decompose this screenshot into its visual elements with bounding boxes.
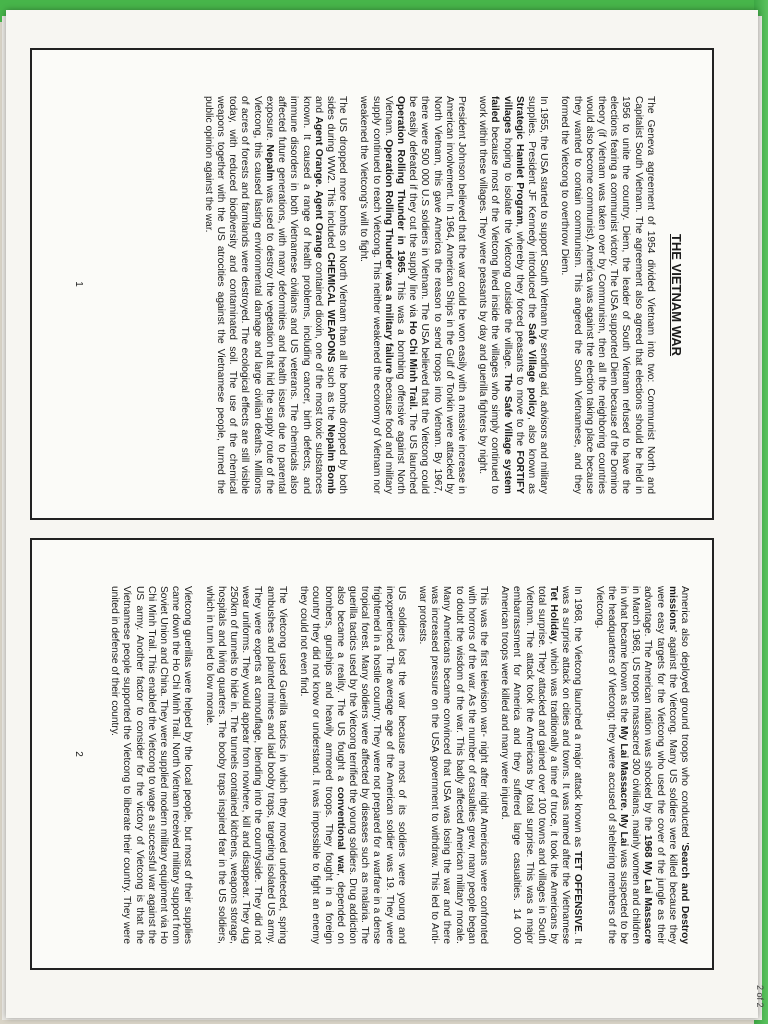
bold-term: TET OFFENSIVE [572, 851, 584, 932]
text-run: President Johnson believed that the war could be won easily with a massive increase in American involvement. In 1964, American Ships in the Gulf of Tonkin were attacked by North Vietnam, this gave America the reason to send troops into Vietnam. By 1967, there were 500 000 U.S soldiers in Vietnam. The USA believed that the Vietcong could be easily defeated if they cut the supply line via [407, 96, 467, 494]
paragraph [476, 96, 549, 494]
bold-term: Search and Destroy missions [666, 586, 690, 944]
text-run: The US dropped more bombs on North Vietnam than all the bombs dropped by both sides during WW2. This included [324, 96, 349, 494]
text-run: America also deployed ground troops who conducted ' [679, 586, 690, 845]
text-run: The Vietcong used Guerilla tactics in which they moved undetected, spring ambushes and planted mines and laid booby traps, targeting isolated US army. They were experts at camouflage, blending into the countryside. They did not wear uniforms. They would appear from nowhere, kill and disappear. They dug 250km of tunnels to hide in. The tunnels contained kitchens, weapons storage, hospitals and living quarters. The booby traps inspired fear in the US soldiers, which in turn led to low morale. [203, 586, 288, 944]
bold-term: Safe Village policy [525, 323, 537, 417]
bold-term: Ho Chi Minh Trail. [407, 321, 419, 410]
bold-term: Nepalm Bomb [324, 424, 336, 494]
bold-term: Operation Rolling Thunder was a military failure [382, 139, 394, 374]
text-run: In 1968, the Vietcong launched a major attack known as [572, 586, 584, 852]
text-run: and [312, 96, 324, 117]
text-run: . It was a surprise attack on cities and towns. It was named after the Vietnamese [560, 586, 584, 944]
text-run: In 1955, the USA started to support South Vietnam by sending aid, advisors and military supplies. President JF Kennedy introduced the [525, 96, 550, 494]
document-page-2 [30, 538, 714, 970]
text-run: . This was a bombing offensive against North Vietnam. [382, 96, 406, 494]
text-run: Vietcong guerillas were helped by the local people, but most of their supplies came down the Ho Chi Minh Trail. North Vietnam received military support from Soviet Union and China. They were supplied modern military equipment via Ho Chi Minh Trail. This enabled the Vietcong to wage a successful war against the US army. Another factor to consider for the victory of Vietcong is that the Vietnamese people supported the Vietcong to liberate their country. They were united in defense of their country. [109, 586, 194, 944]
bold-term: CHEMICAL WEAPONS [324, 252, 336, 363]
bold-term: Agent Orange. Agent Orange [312, 116, 324, 259]
paragraph [357, 96, 467, 494]
page-1-rotated-content [32, 50, 712, 518]
paragraph [202, 586, 287, 944]
paragraph [592, 586, 690, 944]
text-run: contained dioxin, one of the most toxic substances known. It caused a range of health problems, including cancer, birth defects, and immune disorders in both Vietnamese civilians and US veterans. The chemicals also affected future generations, with many deformities and health issues due to parental exposure. [263, 96, 324, 494]
text-run: such as the [324, 362, 336, 425]
page-1-body [202, 96, 656, 494]
text-run: This was the first television war- night after night Americans were confronted with horrors of the war. As the number of casualties grew, many people began to doubt the wisdom of the war. This badly affected American military morale. Many Americans became convinced that USA was losing the war and there was increased pressure on the USA government to withdraw. This led to Anti-war protests. [416, 586, 489, 944]
text-run: US soldiers lost the war because most of its soldiers were young and inexperienced. The average age of the American soldier was 19. They were frightened in a hostile country. They were not prepared for a warfare in a dense tropical forest. Many soldiers were affected by diseases such as malaria. The guerilla tactics used by the Vietcong terrified the young soldiers. Drug addiction also became a reality. The US fought a [334, 586, 407, 944]
paragraph [416, 586, 489, 944]
bold-term: Nepalm [263, 144, 275, 182]
text-run: The US launched [407, 409, 419, 494]
paragraph [202, 96, 348, 494]
paragraph [108, 586, 193, 944]
paragraph [558, 96, 656, 494]
paragraph [498, 586, 583, 944]
page-2-rotated-content [32, 540, 712, 968]
bold-term: My Lai Massacre. My Lai [617, 726, 629, 847]
text-run: in March 1968, US troops massacred 300 civilians, mainly women and children in what became known as the [617, 586, 642, 944]
text-run: , also known as [525, 416, 537, 495]
document-title: THE VIETNAM WAR [669, 233, 684, 357]
document-page-1 [30, 48, 714, 520]
bold-term: The Safe Village system failed [489, 96, 513, 494]
page-number-1: 1 [73, 281, 85, 287]
folder-corner-text: 2 of 2 [755, 985, 765, 1008]
bold-term: Tet Holiday [547, 586, 559, 642]
text-run: hoping to isolate the Vietcong outside the village. [501, 133, 513, 374]
text-run: was used to destroy the vegetation that hid the supply route of the Vietcong, this caused lasting environmental damage and large civilian deaths. Millions of acres of forests and farmlands were destroyed. The ecological effects are still visible today, with reduced biodiversity and contaminated soil. The use of the chemical weapons together with the US atrocities against the Vietnamese people, turned the public opinion against the war. [202, 96, 275, 494]
text-run: ' against the Vietcong. Many US soldiers were killed because they were easy targets for the Vietcong who used the cover of the jungle as their advantage. The American nation was shocked by the [642, 586, 678, 944]
text-run: because food and military supply continued to reach Vietcong. This neither weakened the economy of Vietnam nor weakened the Vietcong's will to fight. [358, 96, 394, 494]
text-run: , which was traditionally a time of truce, it took the Americans by total surprise. They attacked and gained over 100 towns and villages in South Vietnam. The attack took the Americans by total surprise. This was a major embarrassment for America and they suffered large casualties. 14 000 American troops were killed and many were injured. [499, 586, 559, 944]
text-run: The Geneva agreement of 1954 divided Vietnam into two: Communist North and Capitalist South Vietnam. The agreement also agreed that elections should be held in 1956 to unite the country. Diem, the leader of South Vietnam refused to have the elections fearing a communist victory. The USA supported Diem because of the Domino theory (if Vietnam was taken over by Communism, then all the neighboring countries would also become communist). America was against the election taking place because they wanted to contain communism. This angered the South Vietnamese, and they formed the Vietcong to overthrow Diem. [559, 96, 656, 494]
text-run: because most of the Vietcong lived inside the villages who simply continued to work within these villages. They were peasants by day and guerilla fighters by night. [477, 96, 501, 494]
text-run: was suspected to be the headquarters of Vietcong; they were accused of sheltering members of the Vietcong. [593, 586, 629, 944]
bold-term: Strategic Hamlet Program [513, 96, 525, 225]
page-2-body [108, 586, 690, 944]
bold-term: Operation Rolling Thunder in 1965 [394, 96, 406, 273]
bold-term: 1968 My Lai Massacre [642, 834, 654, 944]
text-run: , depended on bombers, gunships and heavily armored troops. They fought in a foreign country they did not know or understand. It was impossible to fight an enemy they could not even find. [298, 586, 346, 944]
bold-term: conventional war [334, 787, 346, 874]
bold-term: FORTIFY villages [501, 96, 525, 495]
text-run: , whereby they forced peasants to move to the [513, 224, 525, 451]
page-number-2: 2 [73, 751, 85, 757]
paragraph [297, 586, 407, 944]
